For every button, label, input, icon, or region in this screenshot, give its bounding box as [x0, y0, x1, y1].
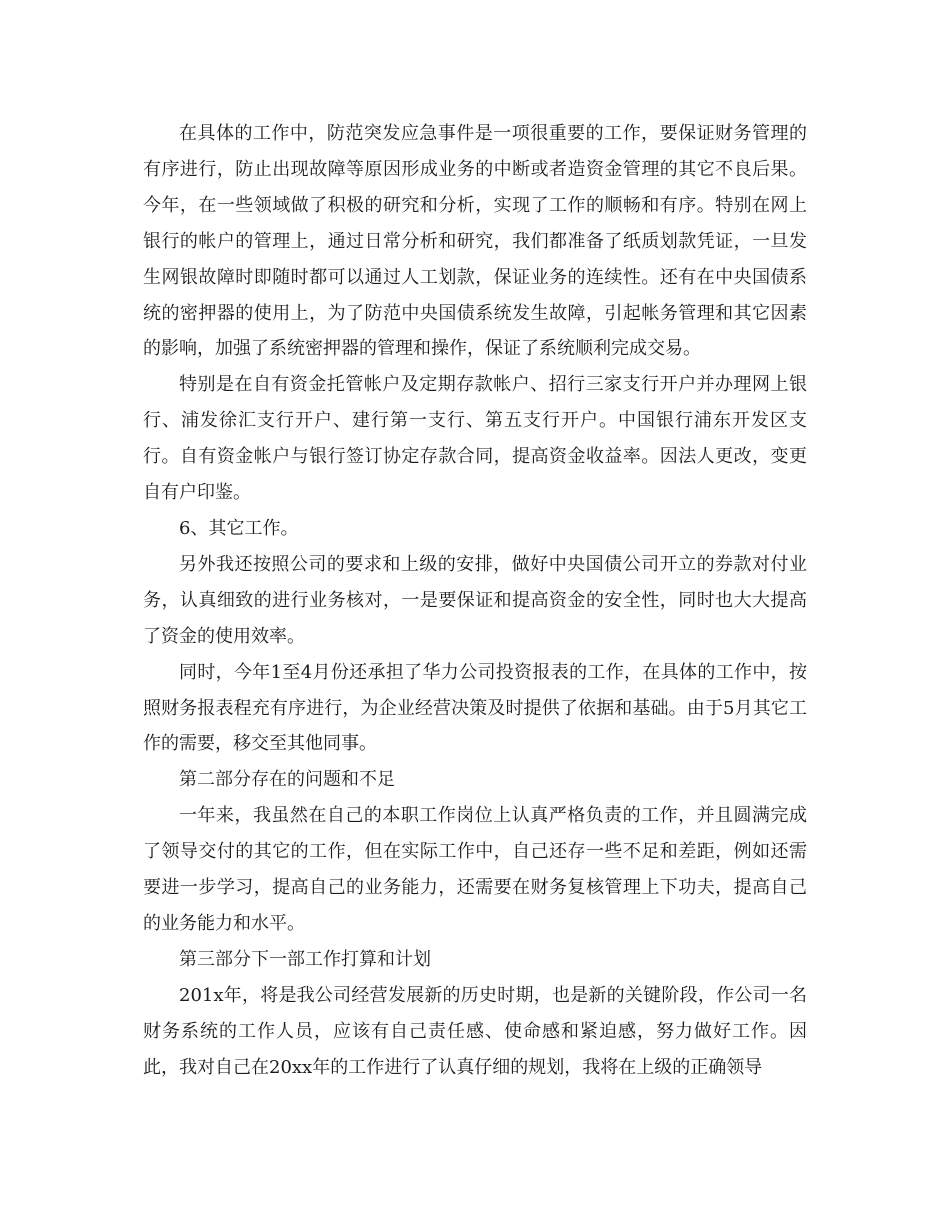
heading-part-two: 第二部分存在的问题和不足	[179, 769, 395, 791]
paragraph-emergency-prevention: 在具体的工作中，防范突发应急事件是一项很重要的工作，要保证财务管理的有序进行，防止出现故障等原因形成业务的中断或者造资金管理的其它不良后果。今年，在一些领域做了积极的研究和分析，实现了工作的顺畅和有序。特别在网上银行的帐户的管理上，通过日常分析和研究，我们都准备了纸质划款凭证，一旦发生网银故障时即随时都可以通过人工划款，保证业务的连续性。还有在中央国债系统的密押器的使用上，为了防范中央国债系统发生故障，引起帐务管理和其它因素的影响，加强了系统密押器的管理和操作，保证了系统顺利完成交易。	[143, 123, 807, 360]
heading-other-work: 6、其它工作。	[179, 517, 299, 539]
paragraph-next-year-plan: 201x年，将是我公司经营发展新的历史时期，也是新的关键阶段，作公司一名财务系统的工作人员，应该有自己责任感、使命感和紧迫感，努力做好工作。因此，我对自己在20xx年的工作进行了认真仔细的规划，我将在上级的正确领导	[143, 984, 807, 1078]
paragraph-investment-report: 同时，今年1至4月份还承担了华力公司投资报表的工作，在具体的工作中，按照财务报表程充有序进行，为企业经营决策及时提供了依据和基础。由于5月其它工作的需要，移交至其他同事。	[143, 661, 807, 755]
heading-part-three: 第三部分下一部工作打算和计划	[179, 948, 431, 970]
document-body	[143, 116, 807, 1085]
paragraph-shortcomings: 一年来，我虽然在自己的本职工作岗位上认真严格负责的工作，并且圆满完成了领导交付的其它的工作，但在实际工作中，自己还存一些不足和差距，例如还需要进一步学习，提高自己的业务能力，还需要在财务复核管理上下功夫，提高自己的业务能力和水平。	[143, 805, 807, 934]
paragraph-bond-settlement: 另外我还按照公司的要求和上级的安排，做好中央国债公司开立的券款对付业务，认真细致的进行业务核对，一是要保证和提高资金的安全性，同时也大大提高了资金的使用效率。	[143, 553, 807, 647]
paragraph-account-opening: 特别是在自有资金托管帐户及定期存款帐户、招行三家支行开户并办理网上银行、浦发徐汇支行开户、建行第一支行、第五支行开户。中国银行浦东开发区支行。自有资金帐户与银行签订协定存款合同，提高资金收益率。因法人更改，变更自有户印鉴。	[143, 374, 807, 504]
